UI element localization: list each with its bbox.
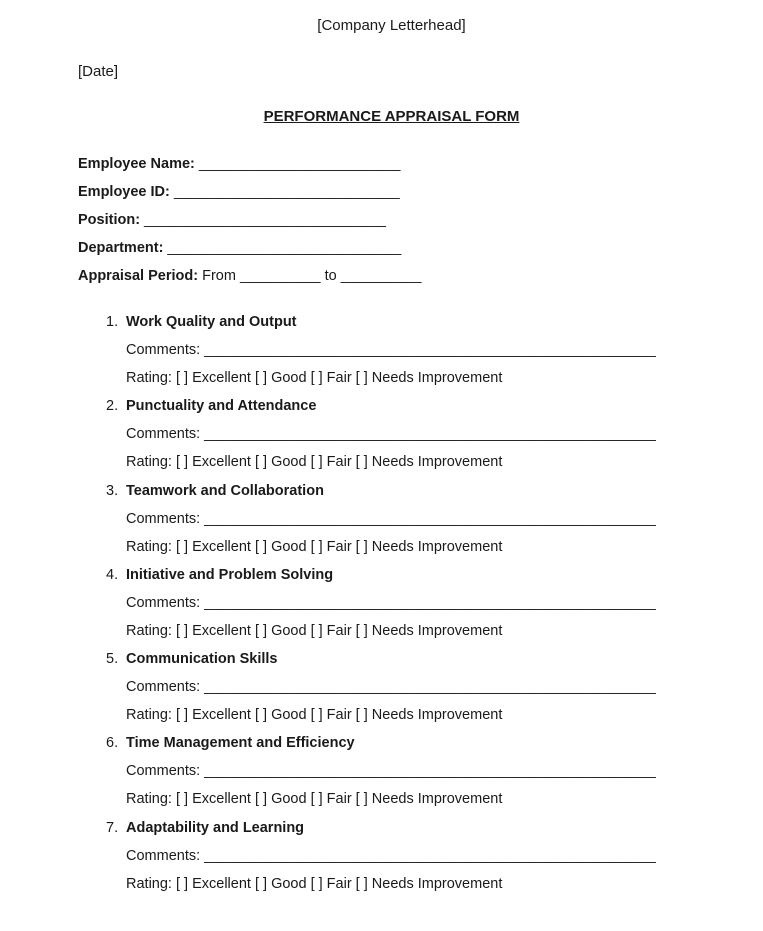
field-label: Employee Name: <box>78 156 195 172</box>
item-number: 2. <box>106 398 119 415</box>
to-blank: __________ <box>340 268 422 284</box>
item-title: Teamwork and Collaboration <box>126 482 324 499</box>
position-field <box>78 210 421 238</box>
department-field <box>78 238 421 266</box>
employee-name-field <box>78 154 421 182</box>
comments-line: Comments: ________________________________________________________ <box>126 679 656 696</box>
comments-line: Comments: ________________________________________________________ <box>126 426 656 443</box>
item-title: Communication Skills <box>126 651 278 668</box>
rating-line: Rating: [ ] Excellent [ ] Good [ ] Fair [ ] Needs Improvement <box>126 538 503 555</box>
comments-line: Comments: ________________________________________________________ <box>126 342 656 358</box>
employee-fields <box>78 154 421 294</box>
company-letterhead: [Company Letterhead] <box>317 17 466 34</box>
rating-line: Rating: [ ] Excellent [ ] Good [ ] Fair [ ] Needs Improvement <box>126 791 503 808</box>
item-number: 6. <box>106 735 119 752</box>
field-blank: _____________________________ <box>163 240 402 256</box>
comments-line: Comments: ________________________________________________________ <box>126 763 656 780</box>
list-item <box>78 733 656 817</box>
item-number: 7. <box>106 819 119 836</box>
employee-id-field <box>78 182 421 210</box>
comments-line: Comments: ________________________________________________________ <box>126 847 656 864</box>
field-label: Appraisal Period: <box>78 268 199 284</box>
list-item <box>78 312 656 396</box>
list-item <box>78 396 656 480</box>
item-title: Punctuality and Attendance <box>126 398 317 415</box>
item-title: Adaptability and Learning <box>126 819 305 836</box>
rating-line: Rating: [ ] Excellent [ ] Good [ ] Fair [ ] Needs Improvement <box>126 875 503 892</box>
appraisal-criteria-list <box>78 312 656 902</box>
field-blank: _________________________ <box>194 156 401 172</box>
rating-line: Rating: [ ] Excellent [ ] Good [ ] Fair [ ] Needs Improvement <box>126 454 503 471</box>
from-blank: __________ <box>239 268 321 284</box>
item-number: 3. <box>106 482 119 499</box>
field-blank: ____________________________ <box>169 184 400 200</box>
item-title: Work Quality and Output <box>126 314 297 330</box>
item-number: 5. <box>106 651 119 668</box>
list-item <box>78 818 656 902</box>
rating-line: Rating: [ ] Excellent [ ] Good [ ] Fair [ ] Needs Improvement <box>126 707 503 724</box>
field-label: Position: <box>78 212 141 228</box>
item-title: Initiative and Problem Solving <box>126 566 334 583</box>
item-title: Time Management and Efficiency <box>126 735 355 752</box>
appraisal-period-field <box>78 266 421 294</box>
comments-line: Comments: ________________________________________________________ <box>126 510 656 527</box>
list-item <box>78 481 656 565</box>
item-number: 1. <box>106 314 119 330</box>
field-blank: ______________________________ <box>140 212 386 228</box>
item-number: 4. <box>106 566 119 583</box>
date-placeholder: [Date] <box>78 63 119 80</box>
from-label: From <box>198 268 240 284</box>
list-item <box>78 649 656 733</box>
field-label: Employee ID: <box>78 184 170 200</box>
to-label: to <box>320 268 341 284</box>
field-label: Department: <box>78 240 164 256</box>
form-title: PERFORMANCE APPRAISAL FORM <box>263 108 520 125</box>
rating-line: Rating: [ ] Excellent [ ] Good [ ] Fair [ ] Needs Improvement <box>126 622 503 639</box>
list-item <box>78 565 656 649</box>
comments-line: Comments: ________________________________________________________ <box>126 594 656 611</box>
rating-line: Rating: [ ] Excellent [ ] Good [ ] Fair [ ] Needs Improvement <box>126 370 503 386</box>
